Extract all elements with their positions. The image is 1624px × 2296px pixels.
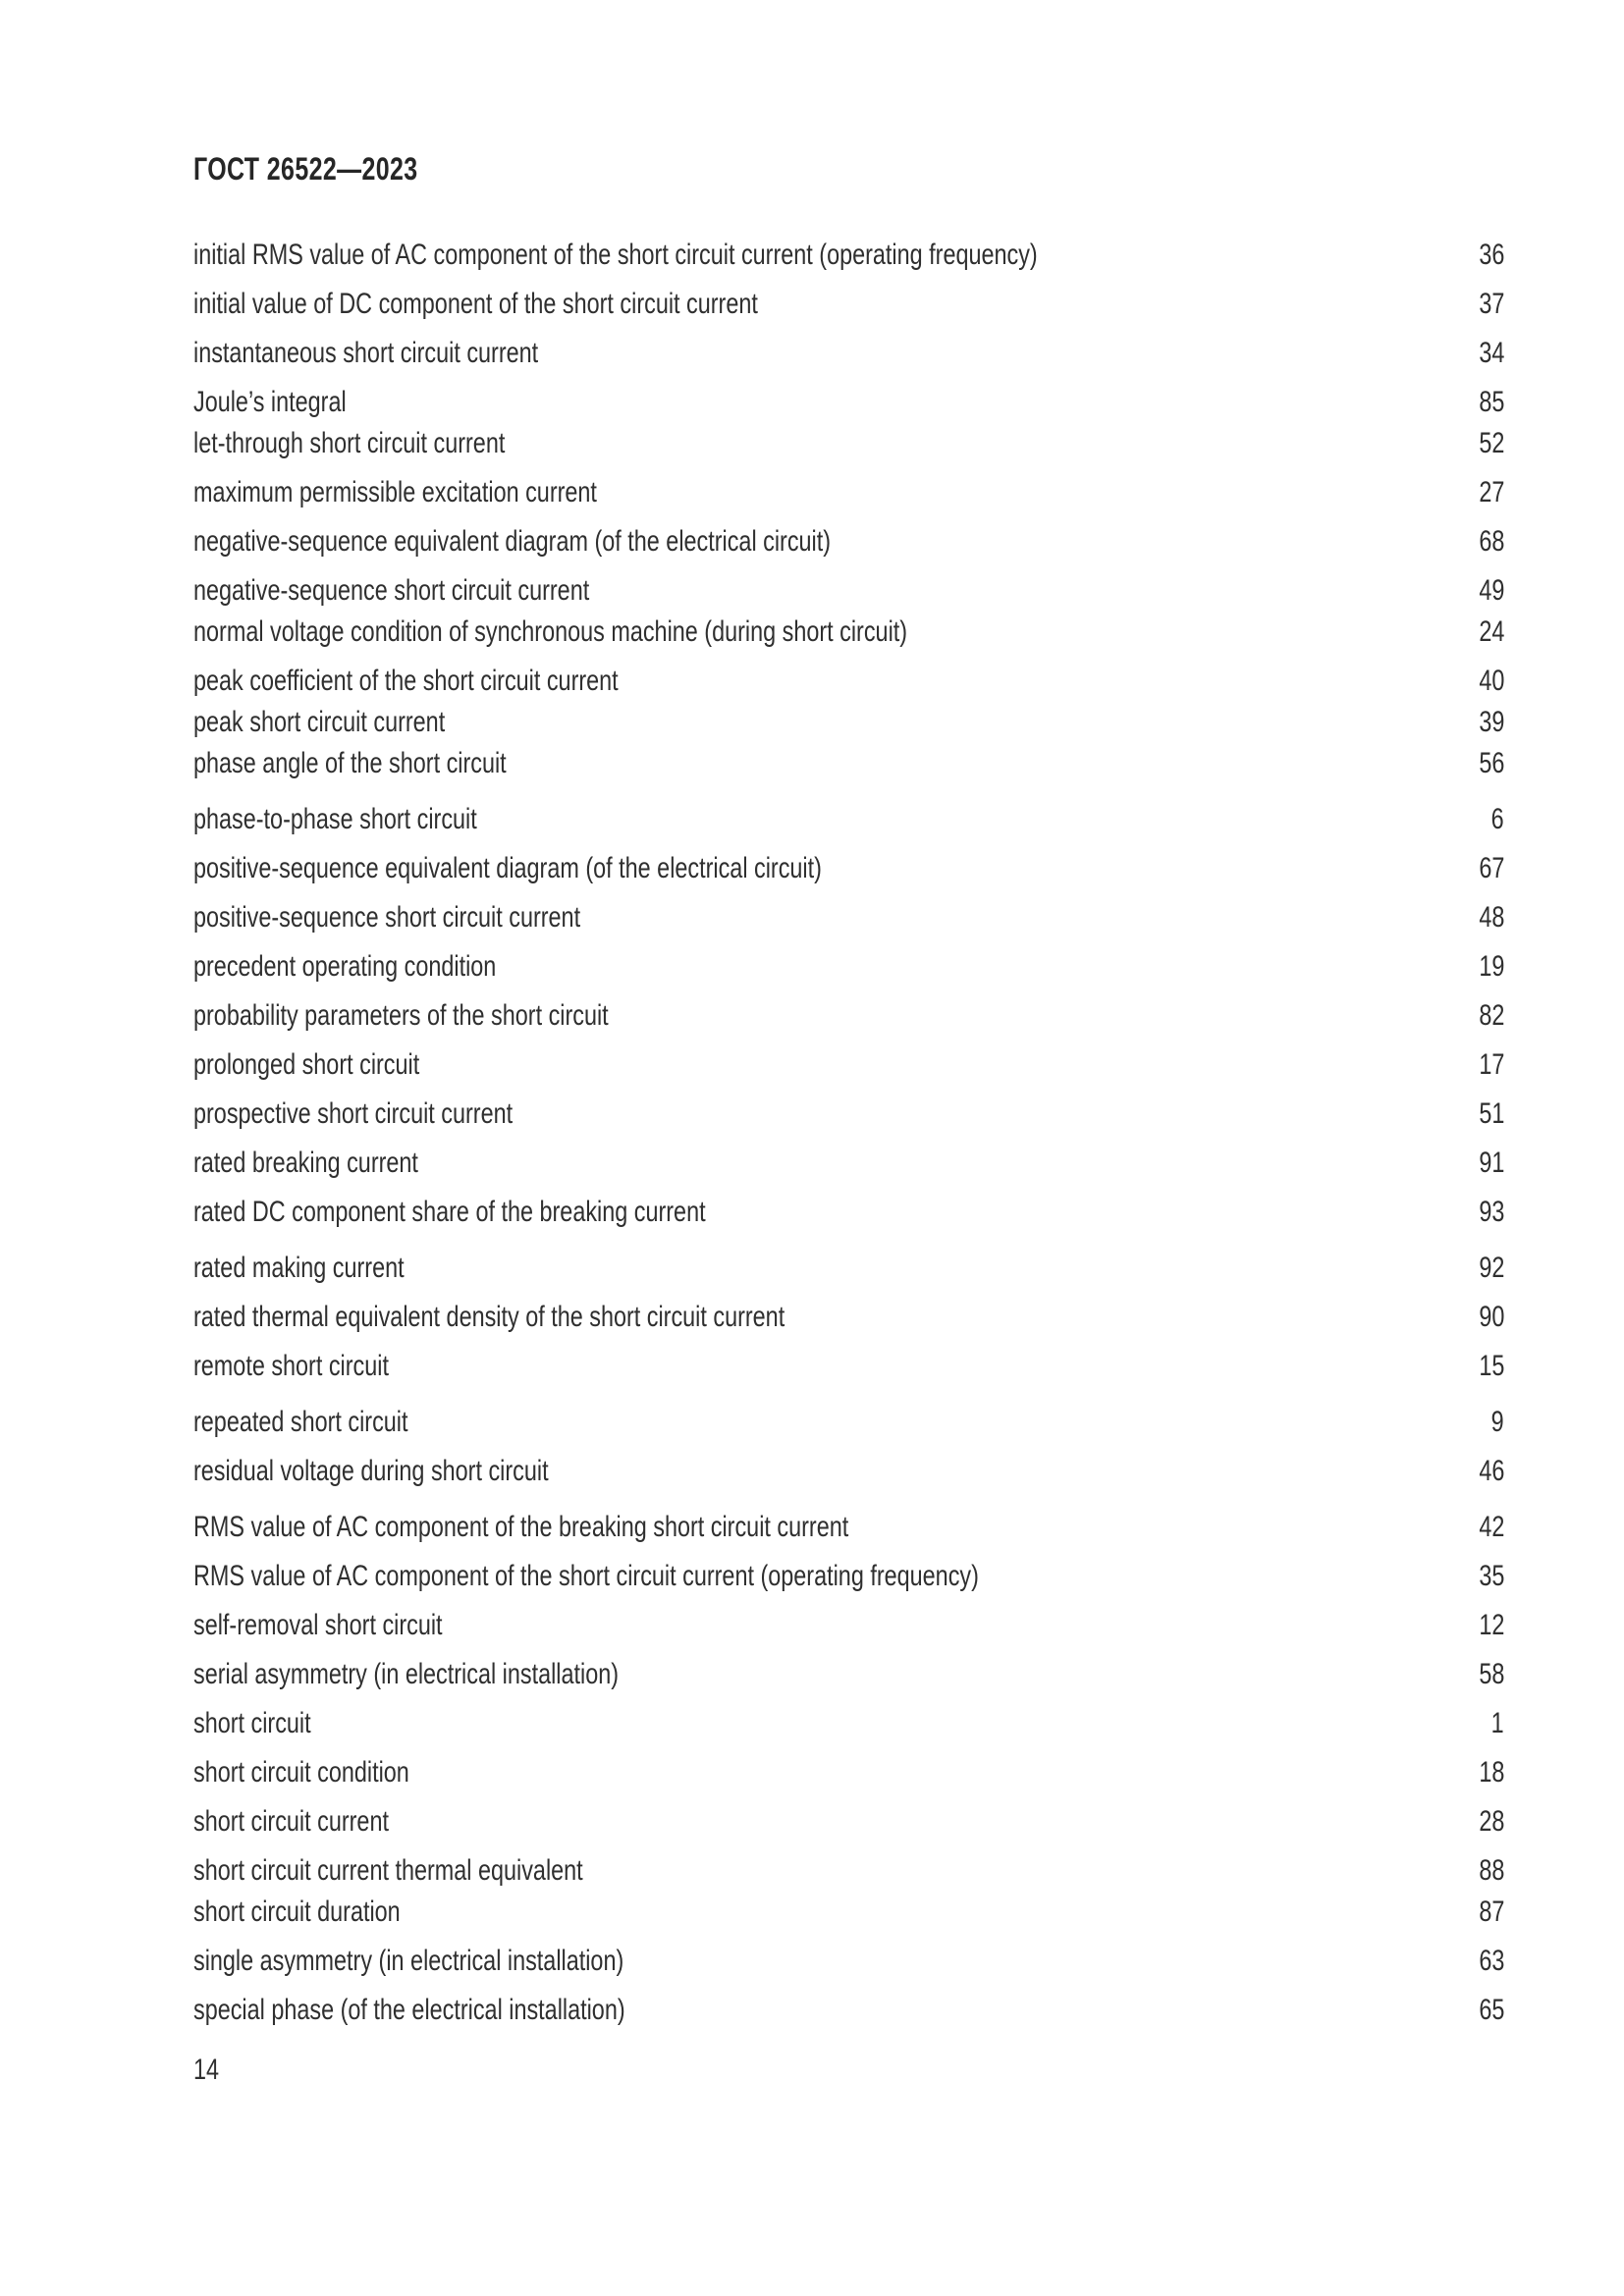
index-entry-row (193, 1195, 1504, 1229)
index-entry-page-number-text: 12 (1478, 1609, 1504, 1641)
index-entry-term-text: maximum permissible excitation current (193, 476, 597, 508)
index-entry-term-text: residual voltage during short circuit (193, 1455, 549, 1487)
index-entry-row (193, 1251, 1504, 1285)
index-entry-page-number (1435, 426, 1504, 460)
index-entry-page-number (1435, 802, 1504, 836)
index-entry-row (193, 614, 1504, 649)
index-entry-term-text: phase angle of the short circuit (193, 747, 507, 779)
index-entry-term-text: rated breaking current (193, 1147, 418, 1179)
index-entry-term-text: repeated short circuit (193, 1406, 408, 1438)
index-entry-page-number-text: 90 (1478, 1301, 1504, 1333)
standard-code-text: ГОСТ 26522—2023 (193, 151, 418, 187)
index-entry-row (193, 524, 1504, 559)
index-entry-page-number (1435, 1657, 1504, 1691)
index-entry-term (193, 1559, 1435, 1593)
index-entry-term-text: short circuit current (193, 1805, 389, 1838)
index-entry-term (193, 238, 1435, 272)
index-entry-term-text: short circuit current thermal equivalent (193, 1854, 583, 1887)
index-entry-page-number (1435, 1195, 1504, 1229)
index-entry-term (193, 1944, 1435, 1978)
index-entry-page-number (1435, 949, 1504, 984)
index-entry-term (193, 1454, 1435, 1488)
index-entry-term (193, 524, 1435, 559)
index-entry-page-number-text: 28 (1478, 1805, 1504, 1838)
index-entry-page-number-text: 46 (1478, 1455, 1504, 1487)
index-entry-row (193, 475, 1504, 509)
index-entry-term-text: serial asymmetry (in electrical installation) (193, 1658, 620, 1690)
index-entry-term-text: normal voltage condition of synchronous machine (during short circuit) (193, 615, 908, 648)
index-entry-term (193, 1895, 1435, 1929)
index-entry-page-number (1435, 287, 1504, 321)
index-entry-term (193, 802, 1435, 836)
index-entry-page-number-text: 19 (1478, 950, 1504, 983)
index-entry-row (193, 1657, 1504, 1691)
index-entry-page-number-text: 37 (1478, 288, 1504, 320)
index-entry-term (193, 1096, 1435, 1131)
index-entry-page-number (1435, 900, 1504, 934)
index-entry-row (193, 287, 1504, 321)
index-entry-row (193, 573, 1504, 608)
standard-code-header (193, 149, 1504, 188)
index-entry-page-number (1435, 1047, 1504, 1082)
index-entry-term-text: instantaneous short circuit current (193, 337, 539, 369)
index-entry-row (193, 1993, 1504, 2027)
index-entry-page-number (1435, 1944, 1504, 1978)
index-entry-term (193, 1047, 1435, 1082)
index-entry-term (193, 1608, 1435, 1642)
index-entry-term (193, 1300, 1435, 1334)
index-entry-page-number-text: 51 (1478, 1097, 1504, 1130)
index-entry-term (193, 573, 1435, 608)
index-entry-term (193, 336, 1435, 370)
index-entry-term-text: negative-sequence equivalent diagram (of the electrical circuit) (193, 525, 832, 558)
index-entry-term-text: positive-sequence equivalent diagram (of the electrical circuit) (193, 852, 822, 884)
index-entry-term-text: short circuit (193, 1707, 311, 1739)
index-entry-row (193, 1608, 1504, 1642)
index-entry-term (193, 1349, 1435, 1383)
index-entry-page-number (1435, 1146, 1504, 1180)
index-entry-page-number (1435, 705, 1504, 739)
index-entry-page-number (1435, 385, 1504, 419)
index-entry-term-text: peak short circuit current (193, 706, 446, 738)
index-entry-term-text: negative-sequence short circuit current (193, 574, 590, 607)
index-entry-page-number-text: 48 (1478, 901, 1504, 934)
index-entry-term (193, 287, 1435, 321)
index-entry-row (193, 1853, 1504, 1888)
index-entry-row (193, 1300, 1504, 1334)
index-entry-row (193, 1405, 1504, 1439)
index-entry-page-number-text: 85 (1478, 386, 1504, 418)
index-entry-term-text: phase-to-phase short circuit (193, 803, 477, 835)
index-entry-page-number-text: 15 (1478, 1350, 1504, 1382)
index-entry-page-number (1435, 1993, 1504, 2027)
index-entry-term (193, 475, 1435, 509)
index-entry-page-number (1435, 475, 1504, 509)
index-entry-term-text: rated thermal equivalent density of the short circuit current (193, 1301, 785, 1333)
index-entry-page-number (1435, 238, 1504, 272)
index-entry-term-text: rated DC component share of the breaking current (193, 1196, 706, 1228)
index-entry-term-text: probability parameters of the short circuit (193, 999, 609, 1032)
index-entry-term-text: initial value of DC component of the short circuit current (193, 288, 758, 320)
index-entry-term (193, 1993, 1435, 2027)
index-entry-row (193, 238, 1504, 272)
index-entry-term (193, 705, 1435, 739)
index-entry-term-text: RMS value of AC component of the breaking short circuit current (193, 1511, 849, 1543)
index-entry-row (193, 1944, 1504, 1978)
index-entry-row (193, 1755, 1504, 1789)
index-entry-term (193, 614, 1435, 649)
index-entry-term (193, 1146, 1435, 1180)
index-entry-term (193, 1853, 1435, 1888)
index-entry-page-number-text: 91 (1478, 1147, 1504, 1179)
index-entry-page-number (1435, 1755, 1504, 1789)
index-entry-page-number (1435, 1559, 1504, 1593)
index-entry-page-number (1435, 1706, 1504, 1740)
index-entry-term (193, 746, 1435, 780)
index-entry-row (193, 1047, 1504, 1082)
index-entry-page-number (1435, 664, 1504, 698)
index-entry-page-number (1435, 1454, 1504, 1488)
index-entry-term (193, 1804, 1435, 1839)
index-entry-page-number-text: 6 (1490, 803, 1504, 835)
index-entry-term-text: rated making current (193, 1252, 405, 1284)
index-entry-page-number (1435, 1349, 1504, 1383)
index-entry-page-number (1435, 998, 1504, 1033)
page-footer (193, 2053, 1504, 2087)
index-entry-page-number (1435, 1895, 1504, 1929)
index-entry-term (193, 1251, 1435, 1285)
index-entry-row (193, 1454, 1504, 1488)
index-entry-page-number (1435, 614, 1504, 649)
index-entry-page-number-text: 63 (1478, 1945, 1504, 1977)
index-entry-page-number (1435, 851, 1504, 885)
index-entry-page-number (1435, 1853, 1504, 1888)
index-entry-row (193, 1895, 1504, 1929)
footer-page-number: 14 (193, 2054, 220, 2086)
index-entry-row (193, 746, 1504, 780)
index-entry-page-number-text: 65 (1478, 1994, 1504, 2026)
index-entry-term-text: short circuit condition (193, 1756, 409, 1789)
index-entry-page-number (1435, 1608, 1504, 1642)
index-entry-row (193, 705, 1504, 739)
index-entry-page-number-text: 88 (1478, 1854, 1504, 1887)
index-entry-term-text: short circuit duration (193, 1896, 401, 1928)
index-entry-term (193, 426, 1435, 460)
index-entry-page-number-text: 9 (1490, 1406, 1504, 1438)
index-entry-row (193, 998, 1504, 1033)
alphabetical-index-list (193, 238, 1504, 2027)
index-entry-page-number-text: 34 (1478, 337, 1504, 369)
index-entry-page-number-text: 36 (1478, 239, 1504, 271)
index-entry-page-number-text: 27 (1478, 476, 1504, 508)
index-entry-term (193, 900, 1435, 934)
index-entry-term-text: initial RMS value of AC component of the short circuit current (operating frequency) (193, 239, 1038, 271)
index-entry-term-text: special phase (of the electrical installation) (193, 1994, 625, 2026)
index-entry-term-text: let-through short circuit current (193, 427, 506, 459)
index-entry-term-text: Joule’s integral (193, 386, 347, 418)
index-entry-row (193, 385, 1504, 419)
index-entry-term (193, 949, 1435, 984)
index-entry-row (193, 949, 1504, 984)
index-entry-row (193, 426, 1504, 460)
index-entry-row (193, 1510, 1504, 1544)
index-entry-page-number-text: 56 (1478, 747, 1504, 779)
index-entry-page-number (1435, 1096, 1504, 1131)
index-entry-term (193, 1706, 1435, 1740)
index-entry-page-number-text: 82 (1478, 999, 1504, 1032)
index-entry-page-number (1435, 1510, 1504, 1544)
index-entry-page-number-text: 67 (1478, 852, 1504, 884)
index-entry-term-text: remote short circuit (193, 1350, 389, 1382)
index-entry-page-number-text: 35 (1478, 1560, 1504, 1592)
index-entry-row (193, 1706, 1504, 1740)
index-entry-term (193, 851, 1435, 885)
index-entry-page-number-text: 58 (1478, 1658, 1504, 1690)
index-entry-page-number-text: 39 (1478, 706, 1504, 738)
index-entry-page-number (1435, 336, 1504, 370)
index-entry-term-text: RMS value of AC component of the short circuit current (operating frequency) (193, 1560, 979, 1592)
index-entry-page-number (1435, 1804, 1504, 1839)
index-entry-page-number-text: 93 (1478, 1196, 1504, 1228)
index-entry-term (193, 1510, 1435, 1544)
index-entry-row (193, 851, 1504, 885)
index-entry-term-text: single asymmetry (in electrical installation) (193, 1945, 624, 1977)
index-entry-row (193, 1804, 1504, 1839)
index-entry-row (193, 1096, 1504, 1131)
index-entry-page-number-text: 1 (1490, 1707, 1504, 1739)
index-entry-page-number (1435, 524, 1504, 559)
index-entry-page-number-text: 24 (1478, 615, 1504, 648)
index-entry-term (193, 1657, 1435, 1691)
index-entry-page-number (1435, 746, 1504, 780)
index-entry-term-text: precedent operating condition (193, 950, 497, 983)
index-entry-page-number (1435, 1405, 1504, 1439)
index-entry-row (193, 1146, 1504, 1180)
index-entry-term-text: prolonged short circuit (193, 1048, 420, 1081)
index-entry-page-number-text: 52 (1478, 427, 1504, 459)
index-entry-term (193, 664, 1435, 698)
index-entry-term (193, 1405, 1435, 1439)
index-entry-page-number-text: 49 (1478, 574, 1504, 607)
index-entry-term (193, 1195, 1435, 1229)
index-entry-term (193, 385, 1435, 419)
index-entry-page-number (1435, 1300, 1504, 1334)
index-entry-term (193, 998, 1435, 1033)
index-entry-page-number (1435, 1251, 1504, 1285)
index-entry-page-number-text: 68 (1478, 525, 1504, 558)
index-entry-term-text: peak coefficient of the short circuit current (193, 665, 619, 697)
index-entry-row (193, 664, 1504, 698)
index-entry-page-number-text: 40 (1478, 665, 1504, 697)
index-entry-page-number-text: 42 (1478, 1511, 1504, 1543)
index-entry-term (193, 1755, 1435, 1789)
index-entry-row (193, 1559, 1504, 1593)
index-entry-page-number (1435, 573, 1504, 608)
index-entry-row (193, 900, 1504, 934)
index-entry-row (193, 336, 1504, 370)
index-entry-page-number-text: 92 (1478, 1252, 1504, 1284)
index-entry-term-text: prospective short circuit current (193, 1097, 514, 1130)
index-entry-page-number-text: 18 (1478, 1756, 1504, 1789)
index-entry-row (193, 1349, 1504, 1383)
index-entry-term-text: positive-sequence short circuit current (193, 901, 581, 934)
index-entry-page-number-text: 17 (1478, 1048, 1504, 1081)
index-entry-page-number-text: 87 (1478, 1896, 1504, 1928)
index-entry-row (193, 802, 1504, 836)
index-entry-term-text: self-removal short circuit (193, 1609, 443, 1641)
